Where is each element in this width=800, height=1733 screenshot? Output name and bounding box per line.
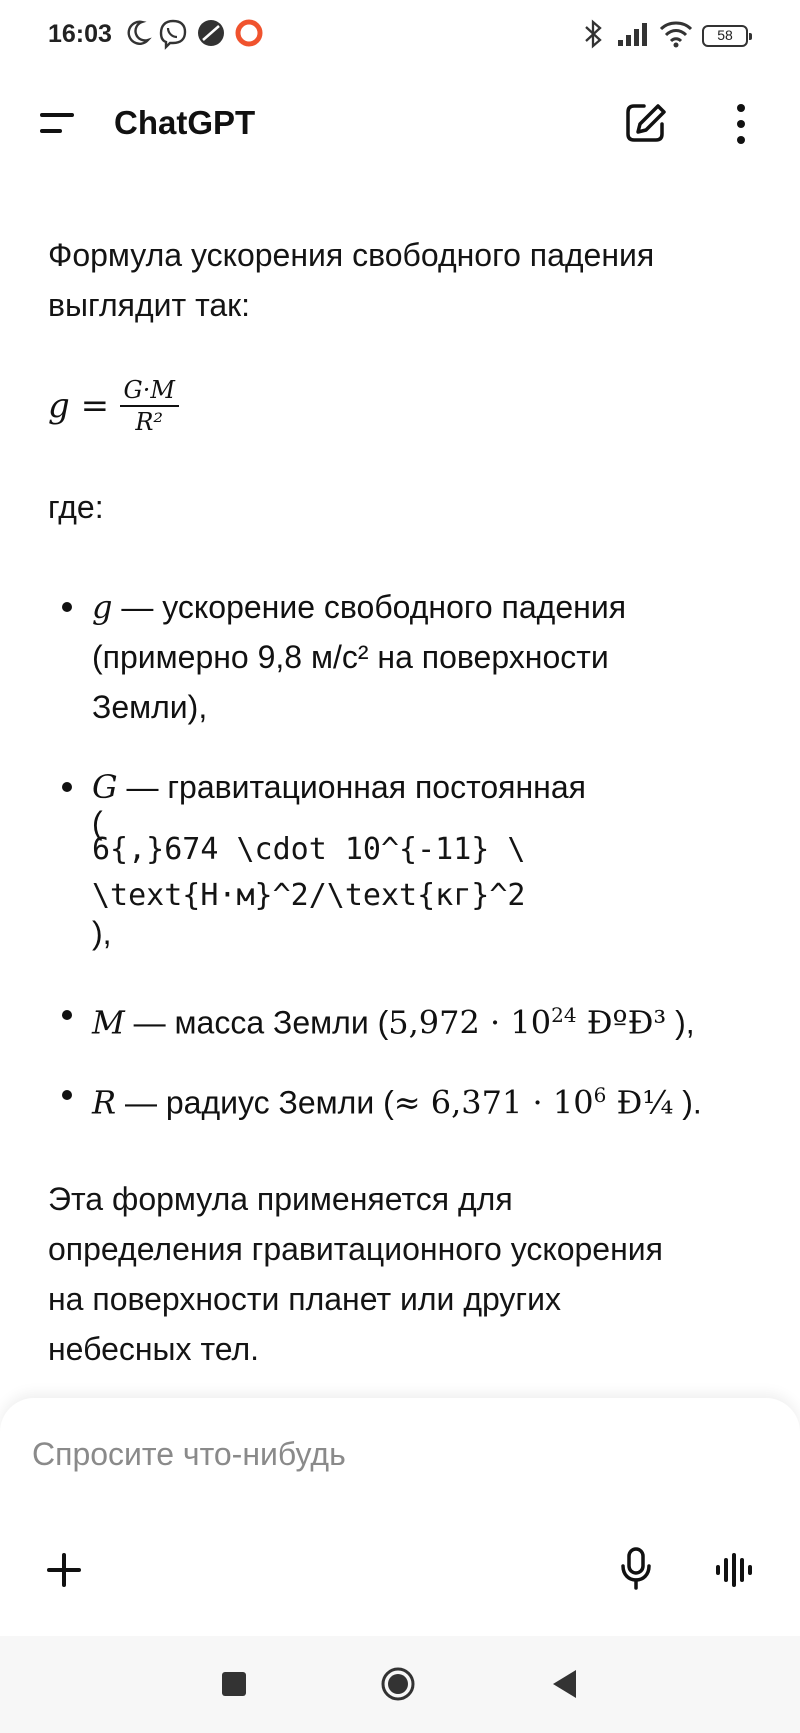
back-button[interactable] [550,1668,578,1700]
voice-mode-button[interactable] [714,1552,754,1588]
outro-line: небесных тел. [48,1331,260,1367]
plus-icon [44,1550,84,1590]
more-vertical-icon [726,100,756,148]
bullet-M-value: 5,972 · 10 [388,1003,552,1042]
bullet-M-exponent: 24 [551,1003,577,1027]
app-title: ChatGPT [114,104,256,141]
bullet-dot [62,782,72,792]
formula-numerator: G·M [120,376,179,407]
status-bar [0,0,800,72]
bullet-dot [62,602,72,612]
symbol-R: R [92,1083,117,1122]
bullet-R-value: ≈ 6,371 · 10 [393,1083,594,1122]
bullet-R-unit: Ð¼ [606,1083,674,1122]
signal-icon [616,18,652,50]
bullet-G-text: гравитационная постоянная [167,769,586,805]
bullet-g-line3: Земли), [92,689,208,725]
outro-line: определения гравитационного ускорения [48,1231,663,1267]
menu-button[interactable] [36,108,78,138]
formula-lhs: g = [48,386,110,426]
record-icon [234,18,264,48]
viber-icon [158,18,188,50]
outro-line: на поверхности планет или других [48,1281,561,1317]
bullet-dot [62,1090,72,1100]
list-item-R: R — радиус Земли (≈ $6,371 \cdot 10^6$ Ð¼ ). [62,1070,762,1128]
bullet-g-line1: ускорение свободного падения [162,589,627,625]
bullet-G-closing: ), [92,915,112,951]
bullet-G-raw-line1: 6{,}674 \cdot 10^{-11} \ [92,832,526,867]
attach-button[interactable] [44,1550,84,1590]
where-label: где: [48,489,104,525]
bullet-G-raw-line2: \text{Н·м}^2/\text{кг}^2 [92,878,526,913]
voice-waveform-icon [714,1552,754,1588]
recent-apps-button[interactable] [222,1672,246,1696]
more-options-button[interactable] [726,100,756,148]
battery-icon: 58 [702,25,748,47]
bullet-dot [62,1010,72,1020]
list-item-G: G — гравитационная постоянная ( 6{,}674 \cdot 10^{-11} \ \text{Н·м}^2/\text{кг}^2 ), [62,762,762,944]
microphone-icon [618,1546,654,1592]
symbol-G: G [92,768,118,806]
bullet-R-closing: ). [673,1084,702,1121]
composer-panel [0,1398,800,1636]
list-item-g: g — ускорение свободного падения (примерно 9,8 м/с² на поверхности Земли), [62,582,762,732]
message-outro [48,1174,748,1374]
list-item-M: M — масса Земли ($5,972 \cdot 10^{24}$ ÐºÐ³ ), [62,990,762,1048]
formula-fraction [120,376,179,436]
bullet-R-text: радиус Земли ( [165,1084,394,1121]
back-triangle-icon [550,1668,578,1700]
symbol-M: M [92,1003,125,1042]
message-input[interactable]: Спросите что-нибудь [32,1436,346,1472]
bullet-g-line2: (примерно 9,8 м/с² на поверхности [92,639,609,675]
new-chat-button[interactable] [622,100,668,146]
bullet-M-closing: ), [666,1004,695,1041]
bluetooth-icon [582,18,606,50]
outro-line: Эта формула применяется для [48,1181,513,1217]
app-notification-icon [196,18,226,48]
formula-denominator: R² [135,408,164,436]
microphone-button[interactable] [618,1546,654,1592]
symbol-g: g [92,588,113,626]
bullet-R-exponent: 6 [593,1083,607,1107]
bullet-M-text: масса Земли ( [174,1004,389,1041]
wifi-icon [658,18,694,50]
home-icon [380,1666,416,1702]
formula [48,376,179,446]
status-time: 16:03 [48,20,112,48]
home-button[interactable] [380,1666,416,1702]
message-intro: Формула ускорения свободного падения выглядит так: [48,237,655,323]
bullet-M-unit: ÐºÐ³ [576,1003,667,1042]
menu-icon [36,108,78,138]
edit-icon [622,100,668,146]
bullet-G-paren-open: ( [92,805,103,841]
moon-icon [124,18,152,48]
